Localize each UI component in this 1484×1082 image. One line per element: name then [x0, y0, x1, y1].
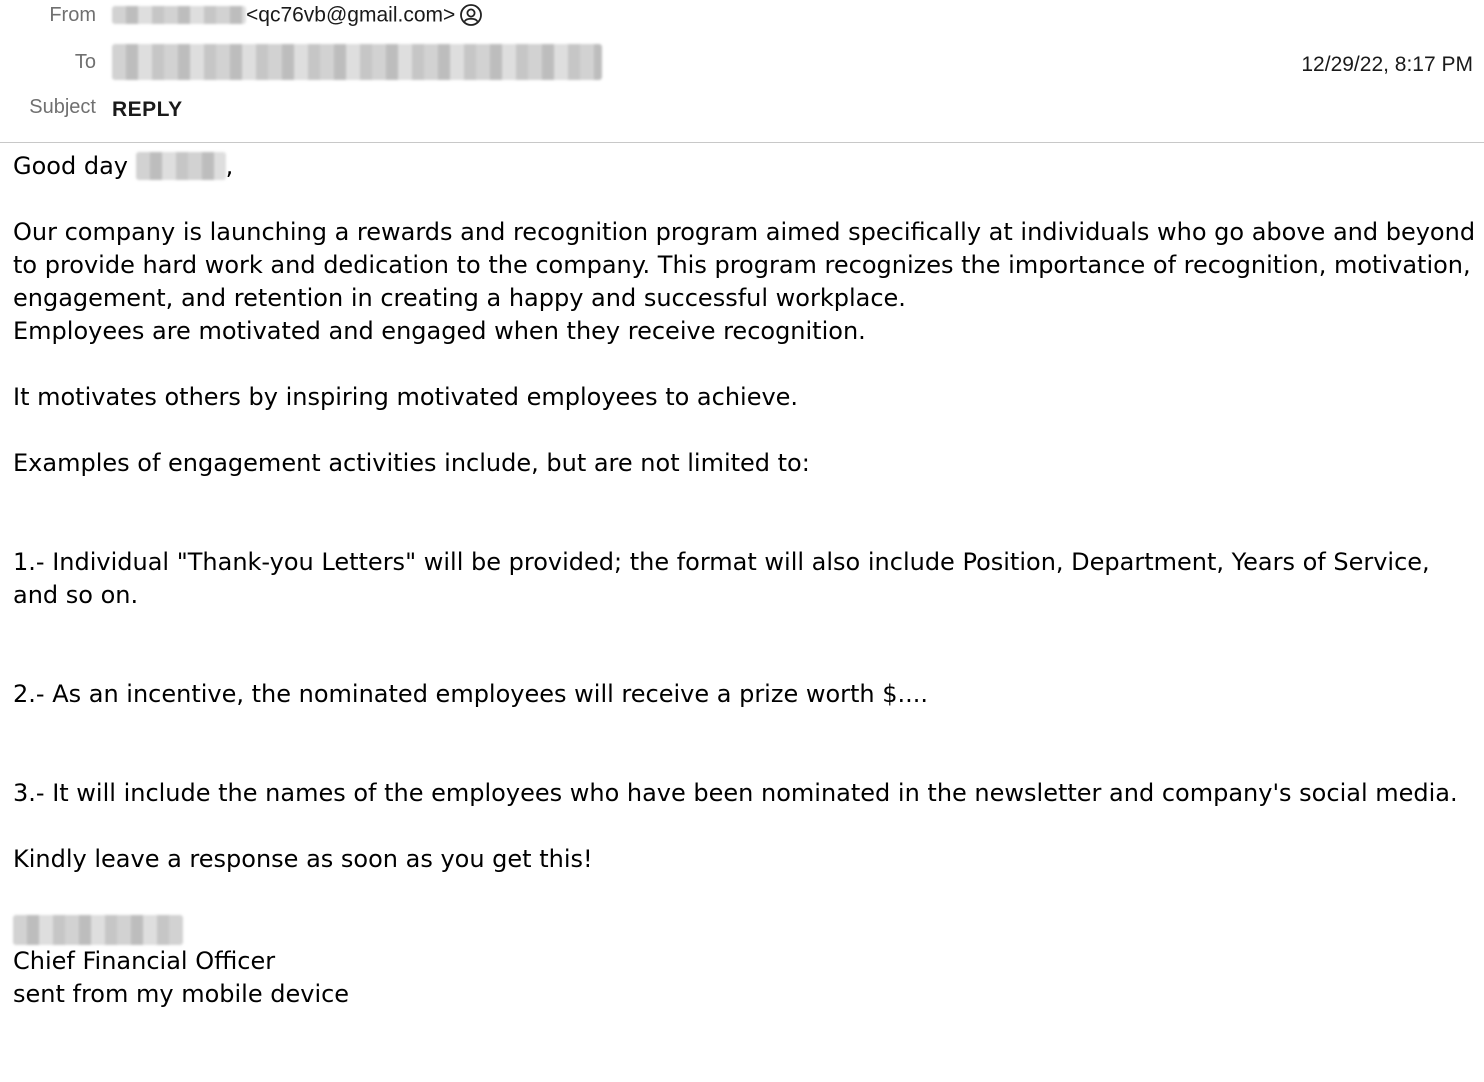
from-label: From [49, 4, 96, 26]
signature-name-redacted [13, 915, 183, 945]
list-item-2: 2.- As an incentive, the nominated employees will receive a prize worth $.... [13, 680, 929, 708]
recipient-redacted [112, 44, 602, 80]
subject-label: Subject [29, 96, 96, 118]
signature-note: sent from my mobile device [13, 980, 350, 1008]
sender-name-redacted [112, 6, 246, 24]
greeting [13, 150, 1481, 183]
closing-line: Kindly leave a response as soon as you get this! [13, 845, 593, 873]
person-circle-icon[interactable] [459, 3, 483, 27]
list-item-1: 1.- Individual "Thank-you Letters" will be provided; the format will also include Position, Department, Years of Service, and so on. [13, 548, 1430, 609]
signature-title: Chief Financial Officer [13, 947, 276, 975]
email-header [0, 0, 1484, 143]
to-label: To [74, 51, 96, 73]
list-item-3: 3.- It will include the names of the employees who have been nominated in the newsletter and company's social media. [13, 779, 1458, 807]
sender-email[interactable]: <qc76vb@gmail.com> [246, 3, 456, 27]
paragraph-examples: Examples of engagement activities include, but are not limited to: [13, 449, 810, 477]
recipient-first-name-redacted [136, 152, 226, 180]
paragraph-intro: Our company is launching a rewards and recognition program aimed specifically at individuals who go above and beyond to provide hard work and dedication to the company. This program recognizes the importance of recognition, motivation, engagement, and retention in creating a happy and successful workplace. [13, 218, 1476, 312]
to-field[interactable] [112, 44, 602, 80]
paragraph-motivation: It motivates others by inspiring motivated employees to achieve. [13, 383, 799, 411]
sent-date: 12/29/22, 8:17 PM [1301, 53, 1473, 76]
paragraph-intro-2: Employees are motivated and engaged when they receive recognition. [13, 317, 866, 345]
from-field[interactable] [112, 3, 483, 27]
greeting-text: Good day [13, 152, 128, 180]
greeting-comma: , [225, 152, 234, 180]
email-body [13, 150, 1481, 1011]
subject-value: REPLY [112, 98, 183, 121]
